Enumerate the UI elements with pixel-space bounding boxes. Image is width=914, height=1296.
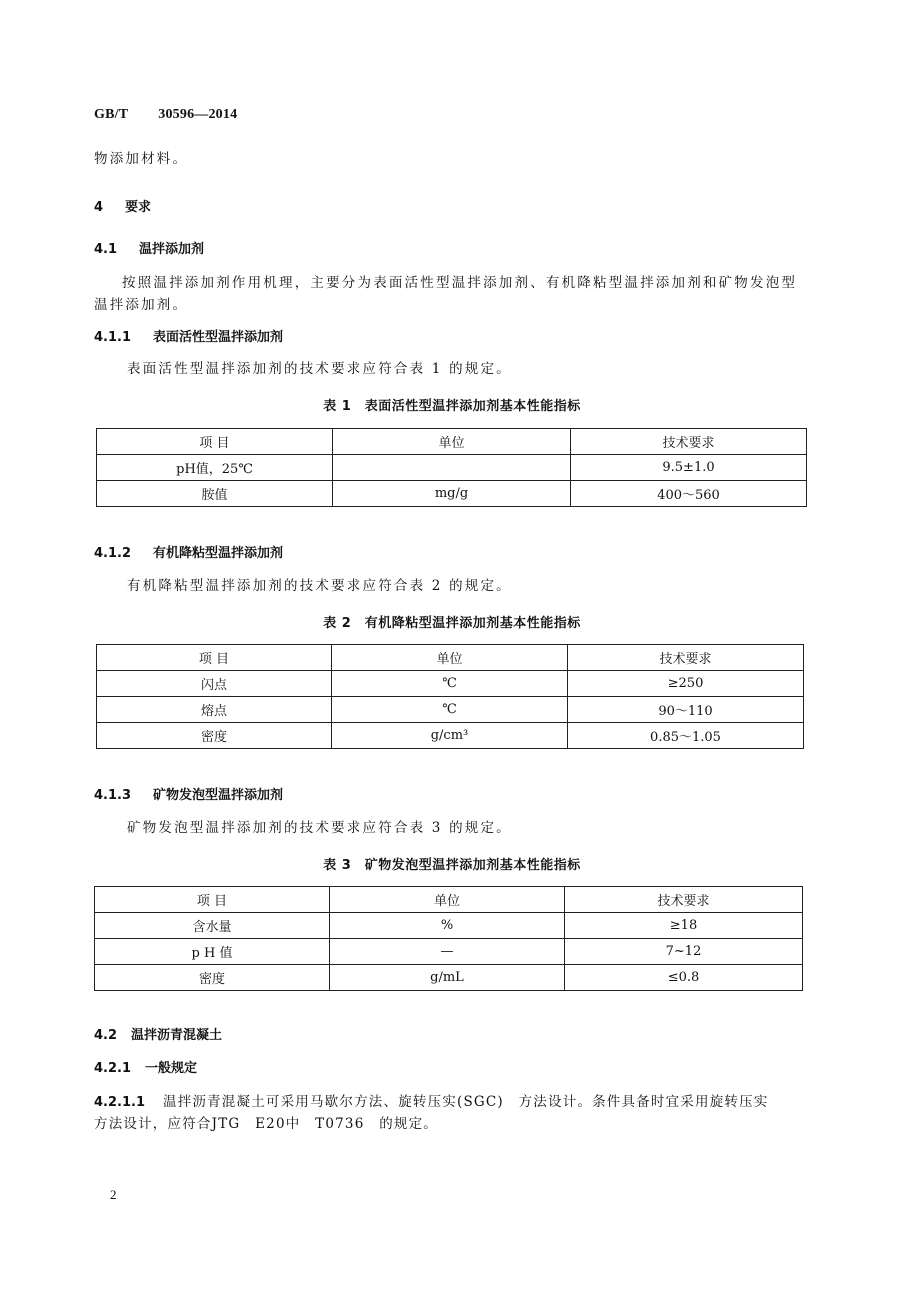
section-4-1-heading <box>94 238 204 257</box>
section-number: 4.2 <box>94 1028 118 1043</box>
section-4-1-1-paragraph: 表面活性型温拌添加剂的技术要求应符合表 1 的规定。 <box>127 361 512 377</box>
table-cell: p H 值 <box>95 939 330 965</box>
table-2-caption: 表 2 有机降粘型温拌添加剂基本性能指标 <box>323 616 581 631</box>
section-number: 4.2.1 <box>94 1061 132 1076</box>
paragraph-line-1: 温拌沥青混凝土可采用马歇尔方法、旋转压实(SGC) 方法设计。条件具备时宜采用旋转压实 <box>163 1094 769 1110</box>
table-cell: 7~12 <box>565 939 803 965</box>
table-cell <box>333 455 571 481</box>
section-title: 一般规定 <box>145 1061 198 1076</box>
table-cell: g/mL <box>330 965 565 991</box>
header-cell: 项 目 <box>97 429 333 455</box>
table-cell: % <box>330 913 565 939</box>
table-1-caption: 表 1 表面活性型温拌添加剂基本性能指标 <box>323 399 581 414</box>
table-row <box>95 939 803 965</box>
table-cell: 0.85～1.05 <box>568 723 804 749</box>
table-row <box>97 697 804 723</box>
section-4-1-paragraph-line-1: 按照温拌添加剂作用机理，主要分为表面活性型温拌添加剂、有机降粘型温拌添加剂和矿物发泡型 <box>122 275 798 291</box>
section-title: 矿物发泡型温拌添加剂 <box>153 788 284 803</box>
table-cell: 胺值 <box>97 481 333 507</box>
table-row <box>95 913 803 939</box>
table-3 <box>94 886 803 991</box>
table-cell: ℃ <box>332 671 568 697</box>
header-cell: 单位 <box>330 887 565 913</box>
table-cell: 闪点 <box>97 671 332 697</box>
table-row <box>97 671 804 697</box>
section-title: 要求 <box>125 200 152 215</box>
table-row <box>97 455 807 481</box>
section-number: 4.1.3 <box>94 788 132 803</box>
table-cell: pH值，25℃ <box>97 455 333 481</box>
section-4-1-3-paragraph: 矿物发泡型温拌添加剂的技术要求应符合表 3 的规定。 <box>127 820 512 836</box>
table-cell: 90～110 <box>568 697 804 723</box>
table-cell: mg/g <box>333 481 571 507</box>
section-number: 4.1.1 <box>94 330 132 345</box>
section-4-1-paragraph-line-2: 温拌添加剂。 <box>94 297 189 313</box>
table-header-row <box>97 429 807 455</box>
page-number: 2 <box>110 1187 117 1202</box>
section-title: 有机降粘型温拌添加剂 <box>153 546 284 561</box>
continuation-text: 物添加材料。 <box>94 151 189 167</box>
section-title: 表面活性型温拌添加剂 <box>153 330 284 345</box>
section-number: 4.2.1.1 <box>94 1095 145 1110</box>
standard-header <box>94 107 237 123</box>
section-number: 4.1 <box>94 242 118 257</box>
table-cell: g/cm³ <box>332 723 568 749</box>
table-cell: ≥250 <box>568 671 804 697</box>
table-header-row <box>95 887 803 913</box>
table-cell: 含水量 <box>95 913 330 939</box>
table-cell: ≤0.8 <box>565 965 803 991</box>
table-cell: 400～560 <box>571 481 807 507</box>
header-cell: 单位 <box>332 645 568 671</box>
table-1 <box>96 428 807 507</box>
header-cell: 技术要求 <box>565 887 803 913</box>
standard-number: 30596—2014 <box>158 107 238 122</box>
table-header-row <box>97 645 804 671</box>
table-3-caption: 表 3 矿物发泡型温拌添加剂基本性能指标 <box>323 858 581 873</box>
section-4-2-1-heading <box>94 1057 197 1076</box>
table-row <box>97 481 807 507</box>
table-cell: 9.5±1.0 <box>571 455 807 481</box>
section-4-1-2-paragraph: 有机降粘型温拌添加剂的技术要求应符合表 2 的规定。 <box>127 578 512 594</box>
table-row <box>95 965 803 991</box>
table-cell: 密度 <box>95 965 330 991</box>
section-title: 温拌添加剂 <box>139 242 205 257</box>
section-number: 4 <box>94 200 104 215</box>
section-4-heading <box>94 196 151 215</box>
standard-code: GB/T <box>94 107 129 122</box>
section-4-1-2-heading <box>94 542 283 561</box>
header-cell: 项 目 <box>97 645 332 671</box>
section-4-2-1-1-paragraph <box>94 1091 769 1114</box>
table-cell: — <box>330 939 565 965</box>
table-row <box>97 723 804 749</box>
table-cell: ≥18 <box>565 913 803 939</box>
table-2 <box>96 644 804 749</box>
table-cell: ℃ <box>332 697 568 723</box>
paragraph-line-2: 方法设计，应符合JTG E20中 T0736 的规定。 <box>94 1116 438 1132</box>
section-4-2-heading <box>94 1024 222 1043</box>
section-4-1-3-heading <box>94 784 283 803</box>
table-cell: 熔点 <box>97 697 332 723</box>
header-cell: 技术要求 <box>571 429 807 455</box>
section-4-1-1-heading <box>94 326 283 345</box>
table-cell: 密度 <box>97 723 332 749</box>
header-cell: 技术要求 <box>568 645 804 671</box>
section-number: 4.1.2 <box>94 546 132 561</box>
section-title: 温拌沥青混凝土 <box>131 1028 223 1043</box>
header-cell: 项 目 <box>95 887 330 913</box>
header-cell: 单位 <box>333 429 571 455</box>
